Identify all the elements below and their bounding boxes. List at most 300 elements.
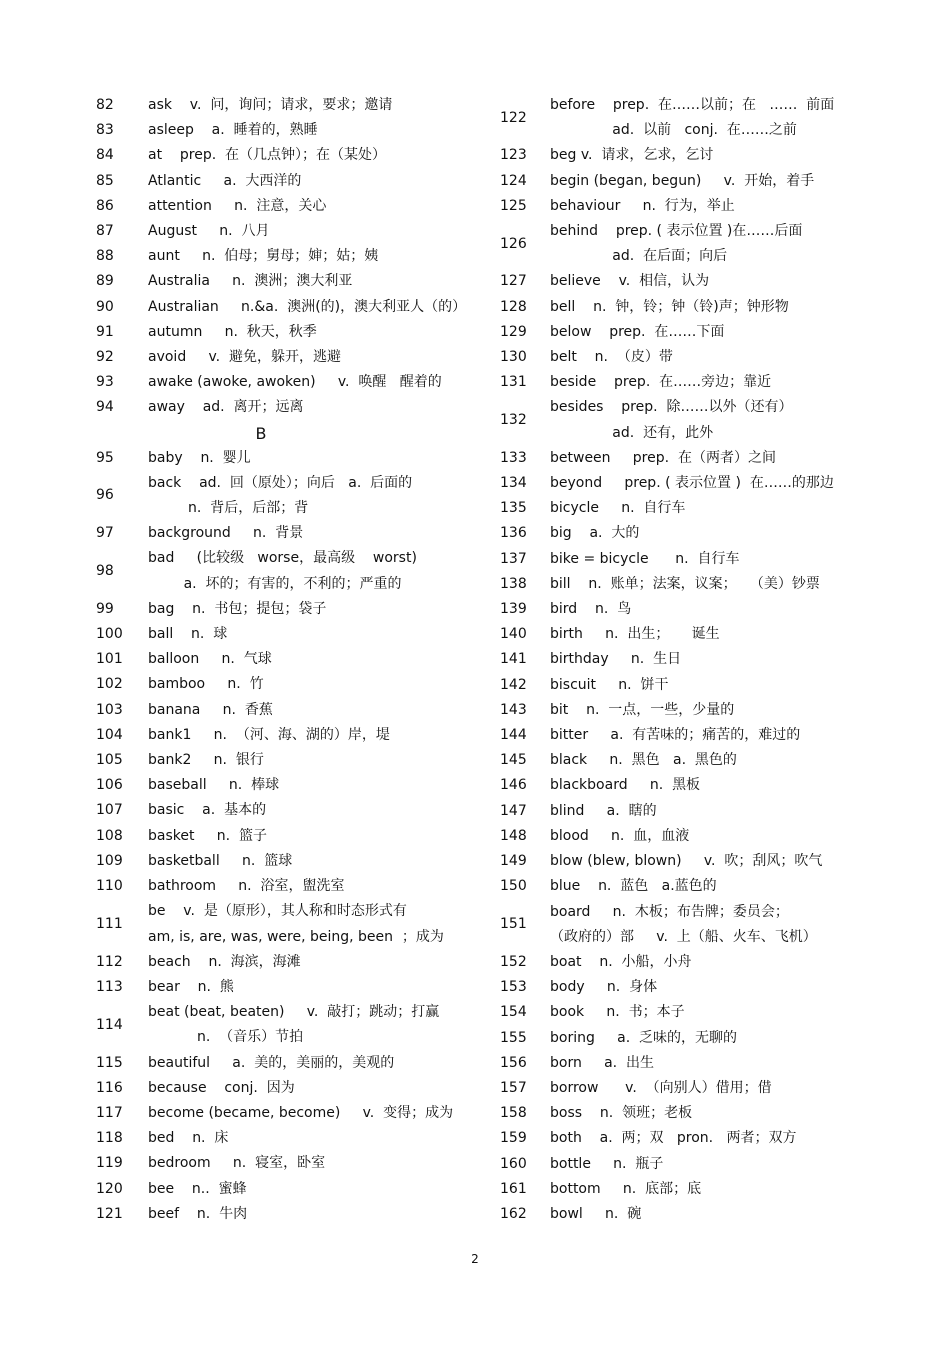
vocab-entry bbox=[96, 1202, 466, 1227]
definition-line: board n. 木板；布告牌；委员会； bbox=[550, 903, 789, 920]
definition-line: besides prep. 除……以外（还有） bbox=[550, 399, 793, 416]
vocab-entry bbox=[96, 521, 466, 546]
entry-number: 96 bbox=[96, 487, 114, 504]
entry-definition bbox=[550, 950, 880, 975]
entry-definition bbox=[550, 748, 880, 773]
definition-line: borrow v. （向别人）借用；借 bbox=[550, 1079, 772, 1096]
definition-line: be v. 是（原形），其人称和时态形式有 bbox=[148, 903, 407, 920]
definition-line: body n. 身体 bbox=[550, 979, 658, 996]
vocab-entry bbox=[500, 698, 880, 723]
vocab-entry bbox=[500, 521, 880, 546]
vocab-entry bbox=[500, 900, 880, 950]
entry-number: 86 bbox=[96, 197, 114, 214]
definition-line: ad. 还有，此外 bbox=[550, 424, 714, 441]
entry-definition bbox=[550, 698, 880, 723]
vocab-entry bbox=[96, 672, 466, 697]
definition-line: bitter a. 有苦味的；痛苦的，难过的 bbox=[550, 727, 801, 744]
vocab-entry bbox=[96, 1151, 466, 1176]
entry-definition bbox=[550, 295, 880, 320]
definition-line: behind prep. ( 表示位置 )在……后面 bbox=[550, 223, 803, 240]
entry-definition bbox=[148, 169, 466, 194]
entry-definition bbox=[550, 824, 880, 849]
vocab-entry bbox=[96, 143, 466, 168]
definition-line: bank2 n. 银行 bbox=[148, 752, 264, 769]
vocab-entry bbox=[96, 320, 466, 345]
entry-number: 153 bbox=[500, 979, 527, 996]
definition-line: bed n. 床 bbox=[148, 1130, 229, 1147]
definition-line: bell n. 钟，铃；钟（铃)声；钟形物 bbox=[550, 298, 789, 315]
entry-number: 119 bbox=[96, 1155, 123, 1172]
entry-definition bbox=[148, 1177, 466, 1202]
entry-number: 146 bbox=[500, 777, 527, 794]
vocab-entry bbox=[500, 975, 880, 1000]
entry-number: 107 bbox=[96, 802, 123, 819]
entry-number: 92 bbox=[96, 349, 114, 366]
definition-line: beyond prep. ( 表示位置 ) 在……的那边 bbox=[550, 475, 834, 492]
vocab-entry bbox=[96, 1126, 466, 1151]
entry-definition bbox=[148, 1151, 466, 1176]
entry-definition bbox=[148, 93, 466, 118]
entry-number: 114 bbox=[96, 1016, 123, 1033]
entry-definition bbox=[148, 345, 466, 370]
definition-line: back ad. 回（原处）；向后 a. 后面的 bbox=[148, 474, 413, 491]
entry-definition bbox=[148, 672, 466, 697]
vocab-entry bbox=[500, 1051, 880, 1076]
vocab-entry bbox=[500, 143, 880, 168]
vocab-entry bbox=[500, 673, 880, 698]
vocab-entry bbox=[500, 219, 880, 269]
definition-line: beg v. 请求，乞求，乞讨 bbox=[550, 147, 714, 164]
entry-number: 135 bbox=[500, 500, 527, 517]
entry-definition bbox=[550, 723, 880, 748]
definition-line: basketball n. 篮球 bbox=[148, 852, 293, 869]
entry-definition bbox=[148, 471, 466, 521]
definition-line: ad. 在后面；向后 bbox=[550, 248, 728, 265]
vocab-entry bbox=[96, 1051, 466, 1076]
vocab-entry bbox=[500, 395, 880, 445]
definition-line: beach n. 海滨，海滩 bbox=[148, 953, 301, 970]
vocab-entry bbox=[96, 849, 466, 874]
entry-definition bbox=[148, 622, 466, 647]
vocab-entry bbox=[96, 647, 466, 672]
vocab-entry bbox=[500, 824, 880, 849]
entry-definition bbox=[148, 748, 466, 773]
entry-definition bbox=[148, 1000, 466, 1050]
entry-number: 143 bbox=[500, 701, 527, 718]
entry-number: 139 bbox=[500, 601, 527, 618]
entry-number: 129 bbox=[500, 323, 527, 340]
definition-line: blow (blew, blown) v. 吹；刮风；吹气 bbox=[550, 853, 823, 870]
entry-number: 128 bbox=[500, 298, 527, 315]
entry-number: 90 bbox=[96, 298, 114, 315]
entry-number: 151 bbox=[500, 916, 527, 933]
vocab-entry bbox=[500, 345, 880, 370]
definition-line: n. （音乐）节拍 bbox=[148, 1029, 304, 1046]
definition-line: bit n. 一点，一些，少量的 bbox=[550, 701, 735, 718]
definition-line: awake (awoke, awoken) v. 唤醒 醒着的 bbox=[148, 374, 442, 391]
entry-definition bbox=[550, 773, 880, 798]
definition-line: before prep. 在……以前；在 …… 前面 bbox=[550, 97, 835, 113]
entry-number: 89 bbox=[96, 273, 114, 290]
definition-line: bee n.. 蜜蜂 bbox=[148, 1180, 247, 1197]
entry-definition bbox=[550, 269, 880, 294]
definition-line: between prep. 在（两者）之间 bbox=[550, 449, 776, 466]
entry-definition bbox=[550, 673, 880, 698]
definition-line: birthday n. 生日 bbox=[550, 651, 682, 668]
entry-definition bbox=[148, 269, 466, 294]
entry-number: 149 bbox=[500, 853, 527, 870]
entry-number: 93 bbox=[96, 374, 114, 391]
entry-number: 127 bbox=[500, 273, 527, 290]
vocab-entry bbox=[500, 1026, 880, 1051]
entry-number: 156 bbox=[500, 1054, 527, 1071]
definition-line: n. 背后，后部；背 bbox=[148, 500, 309, 517]
definition-line: beside prep. 在……旁边；靠近 bbox=[550, 374, 772, 391]
entry-definition bbox=[550, 1202, 880, 1227]
entry-definition bbox=[148, 597, 466, 622]
entry-definition bbox=[550, 1126, 880, 1151]
vocab-entry bbox=[500, 295, 880, 320]
entry-number: 132 bbox=[500, 412, 527, 429]
entry-definition bbox=[550, 1051, 880, 1076]
vocab-entry bbox=[96, 723, 466, 748]
definition-line: boring a. 乏味的，无聊的 bbox=[550, 1029, 738, 1046]
definition-line: born a. 出生 bbox=[550, 1054, 655, 1071]
vocab-entry bbox=[500, 169, 880, 194]
definition-line: bill n. 账单；法案，议案； （美）钞票 bbox=[550, 575, 820, 592]
definition-line: Australian n.&a. 澳洲(的)，澳大利亚人（的） bbox=[148, 298, 467, 315]
vocab-entry bbox=[96, 219, 466, 244]
entry-number: 145 bbox=[500, 752, 527, 769]
entry-definition bbox=[148, 899, 466, 949]
definition-line: blind a. 瞎的 bbox=[550, 802, 657, 819]
entry-number: 141 bbox=[500, 651, 527, 668]
definition-line: basket n. 篮子 bbox=[148, 827, 267, 844]
entry-definition bbox=[550, 1000, 880, 1025]
definition-line: bedroom n. 寝室，卧室 bbox=[148, 1155, 326, 1172]
vocab-entry bbox=[96, 1076, 466, 1101]
entry-definition bbox=[550, 169, 880, 194]
entry-definition bbox=[148, 118, 466, 143]
definition-line: bad (比较级 worse，最高级 worst) bbox=[148, 550, 417, 567]
definition-line: ball n. 球 bbox=[148, 626, 228, 643]
definition-line: at prep. 在（几点钟）；在（某处） bbox=[148, 147, 387, 164]
entry-definition bbox=[550, 647, 880, 672]
entry-number: 122 bbox=[500, 109, 527, 126]
entry-definition bbox=[148, 546, 466, 596]
vocab-entry bbox=[500, 773, 880, 798]
vocab-entry bbox=[96, 471, 466, 521]
entry-number: 137 bbox=[500, 550, 527, 567]
entry-number: 150 bbox=[500, 878, 527, 895]
entry-number: 111 bbox=[96, 915, 123, 932]
entry-number: 105 bbox=[96, 752, 123, 769]
entry-definition bbox=[148, 521, 466, 546]
vocab-entry bbox=[96, 1000, 466, 1050]
entry-definition bbox=[148, 194, 466, 219]
entry-definition bbox=[148, 975, 466, 1000]
definition-line: bag n. 书包；提包；袋子 bbox=[148, 600, 327, 617]
vocab-entry bbox=[500, 1126, 880, 1151]
definition-line: background n. 背景 bbox=[148, 525, 304, 542]
vocab-entry bbox=[96, 194, 466, 219]
vocab-entry bbox=[500, 1101, 880, 1126]
entry-number: 134 bbox=[500, 475, 527, 492]
vocab-entry bbox=[96, 546, 466, 596]
vocab-entry bbox=[96, 446, 466, 471]
entry-number: 155 bbox=[500, 1029, 527, 1046]
definition-line: below prep. 在……下面 bbox=[550, 323, 725, 340]
entry-number: 97 bbox=[96, 525, 114, 542]
definition-line: bottle n. 瓶子 bbox=[550, 1155, 664, 1172]
entry-number: 138 bbox=[500, 575, 527, 592]
entry-number: 157 bbox=[500, 1079, 527, 1096]
vocab-entry bbox=[96, 169, 466, 194]
entry-definition bbox=[148, 1202, 466, 1227]
definition-line: bird n. 鸟 bbox=[550, 601, 632, 618]
vocab-entry bbox=[500, 950, 880, 975]
entry-number: 142 bbox=[500, 676, 527, 693]
entry-definition bbox=[550, 799, 880, 824]
definition-line: ad. 以前 conj. 在……之前 bbox=[550, 122, 797, 139]
entry-number: 116 bbox=[96, 1079, 123, 1096]
definition-line: blood n. 血，血液 bbox=[550, 827, 690, 844]
entry-number: 84 bbox=[96, 147, 114, 164]
entry-number: 117 bbox=[96, 1104, 123, 1121]
definition-line: bear n. 熊 bbox=[148, 978, 234, 995]
definition-line: boss n. 领班；老板 bbox=[550, 1105, 693, 1122]
vocab-entry bbox=[96, 269, 466, 294]
vocab-entry bbox=[500, 874, 880, 899]
definition-line: bike = bicycle n. 自行车 bbox=[550, 550, 740, 567]
entry-definition bbox=[148, 647, 466, 672]
entry-number: 160 bbox=[500, 1155, 527, 1172]
definition-line: both a. 两；双 pron. 两者；双方 bbox=[550, 1130, 797, 1147]
definition-line: baseball n. 棒球 bbox=[148, 777, 280, 794]
section-letter: B bbox=[255, 423, 267, 443]
entry-number: 108 bbox=[96, 827, 123, 844]
definition-line: am, is, are, was, were, being, been ；成为 bbox=[148, 928, 444, 945]
vocab-entry bbox=[500, 849, 880, 874]
vocab-entry bbox=[500, 471, 880, 496]
vocab-entry bbox=[500, 1152, 880, 1177]
entry-definition bbox=[550, 1177, 880, 1202]
entry-definition bbox=[148, 950, 466, 975]
entry-number: 126 bbox=[500, 235, 527, 252]
entry-definition bbox=[148, 824, 466, 849]
definition-line: August n. 八月 bbox=[148, 223, 270, 240]
vocab-entry bbox=[96, 244, 466, 269]
definition-line: beef n. 牛肉 bbox=[148, 1205, 248, 1222]
vocab-entry bbox=[500, 547, 880, 572]
definition-line: belt n. （皮）带 bbox=[550, 349, 673, 366]
entry-definition bbox=[550, 597, 880, 622]
entry-definition bbox=[550, 370, 880, 395]
definition-line: Australia n. 澳洲；澳大利亚 bbox=[148, 273, 353, 290]
entry-definition bbox=[148, 698, 466, 723]
entry-definition bbox=[550, 1076, 880, 1101]
definition-line: bottom n. 底部；底 bbox=[550, 1180, 702, 1197]
entry-number: 154 bbox=[500, 1004, 527, 1021]
entry-definition bbox=[148, 1101, 466, 1126]
definition-line: asleep a. 睡着的，熟睡 bbox=[148, 122, 318, 139]
entry-number: 147 bbox=[500, 802, 527, 819]
entry-number: 152 bbox=[500, 953, 527, 970]
vocab-entry bbox=[500, 269, 880, 294]
entry-definition bbox=[550, 219, 880, 269]
entry-number: 88 bbox=[96, 248, 114, 265]
vocab-entry bbox=[96, 118, 466, 143]
vocab-entry bbox=[500, 1202, 880, 1227]
vocab-entry bbox=[96, 395, 466, 420]
definition-line: banana n. 香蕉 bbox=[148, 701, 273, 718]
left-column bbox=[96, 93, 466, 1227]
entry-definition bbox=[550, 1152, 880, 1177]
entry-definition bbox=[550, 93, 880, 143]
vocab-entry bbox=[500, 370, 880, 395]
definition-line: blue n. 蓝色 a.蓝色的 bbox=[550, 878, 717, 895]
entry-definition bbox=[148, 219, 466, 244]
entry-number: 124 bbox=[500, 172, 527, 189]
vocab-entry bbox=[96, 975, 466, 1000]
entry-definition bbox=[550, 496, 880, 521]
entry-definition bbox=[550, 622, 880, 647]
entry-definition bbox=[148, 244, 466, 269]
definition-line: attention n. 注意，关心 bbox=[148, 197, 327, 214]
entry-number: 103 bbox=[96, 701, 123, 718]
definition-line: birth n. 出生； 诞生 bbox=[550, 626, 720, 643]
entry-definition bbox=[550, 320, 880, 345]
entry-number: 98 bbox=[96, 563, 114, 580]
definition-line: bathroom n. 浴室，盥洗室 bbox=[148, 878, 345, 895]
entry-number: 85 bbox=[96, 172, 114, 189]
entry-definition bbox=[550, 874, 880, 899]
entry-definition bbox=[550, 547, 880, 572]
page-number: 2 bbox=[471, 1252, 479, 1266]
entry-number: 123 bbox=[500, 147, 527, 164]
vocab-entry bbox=[500, 496, 880, 521]
vocab-entry bbox=[96, 622, 466, 647]
definition-line: big a. 大的 bbox=[550, 525, 640, 542]
vocab-entry bbox=[96, 345, 466, 370]
definition-line: bowl n. 碗 bbox=[550, 1205, 642, 1222]
definition-line: bicycle n. 自行车 bbox=[550, 500, 686, 517]
entry-number: 87 bbox=[96, 223, 114, 240]
entry-definition bbox=[148, 874, 466, 899]
vocab-entry bbox=[96, 1177, 466, 1202]
entry-number: 162 bbox=[500, 1205, 527, 1222]
entry-number: 95 bbox=[96, 449, 114, 466]
entry-definition bbox=[148, 1126, 466, 1151]
definition-line: bank1 n. （河、海、湖的）岸，堤 bbox=[148, 726, 390, 743]
entry-number: 125 bbox=[500, 197, 527, 214]
vocab-entry bbox=[96, 950, 466, 975]
definition-line: autumn n. 秋天，秋季 bbox=[148, 323, 317, 340]
definition-line: beautiful a. 美的，美丽的，美观的 bbox=[148, 1054, 395, 1071]
vocab-entry bbox=[500, 1177, 880, 1202]
vocab-entry bbox=[96, 773, 466, 798]
entry-definition bbox=[148, 773, 466, 798]
definition-line: baby n. 婴儿 bbox=[148, 449, 251, 466]
entry-number: 158 bbox=[500, 1105, 527, 1122]
vocab-entry bbox=[96, 597, 466, 622]
definition-line: （政府的）部 v. 上（船、火车、飞机） bbox=[550, 928, 817, 945]
vocab-entry bbox=[96, 93, 466, 118]
entry-definition bbox=[148, 370, 466, 395]
entry-definition bbox=[148, 849, 466, 874]
entry-definition bbox=[550, 572, 880, 597]
entry-definition bbox=[148, 1051, 466, 1076]
definition-line: book n. 书；本子 bbox=[550, 1004, 685, 1021]
definition-line: a. 坏的；有害的，不利的；严重的 bbox=[148, 575, 402, 592]
vocab-entry bbox=[96, 370, 466, 395]
vocab-entry bbox=[500, 622, 880, 647]
entry-definition bbox=[550, 521, 880, 546]
entry-definition bbox=[148, 320, 466, 345]
vocab-entry bbox=[96, 295, 466, 320]
entry-number: 159 bbox=[500, 1130, 527, 1147]
entry-definition bbox=[148, 723, 466, 748]
entry-number: 102 bbox=[96, 676, 123, 693]
vocab-entry bbox=[500, 572, 880, 597]
definition-line: aunt n. 伯母；舅母；婶；姑；姨 bbox=[148, 248, 379, 265]
entry-definition bbox=[148, 295, 466, 320]
entry-number: 121 bbox=[96, 1205, 123, 1222]
entry-number: 110 bbox=[96, 878, 123, 895]
vocab-entry bbox=[500, 1076, 880, 1101]
vocab-entry bbox=[96, 748, 466, 773]
definition-line: believe v. 相信，认为 bbox=[550, 273, 710, 290]
vocab-entry bbox=[500, 194, 880, 219]
entry-number: 140 bbox=[500, 626, 527, 643]
vocab-entry bbox=[96, 698, 466, 723]
entry-number: 109 bbox=[96, 852, 123, 869]
definition-line: away ad. 离开；远离 bbox=[148, 399, 304, 416]
definition-line: ask v. 问，询问；请求，要求；邀请 bbox=[148, 97, 393, 113]
entry-definition bbox=[550, 143, 880, 168]
entry-number: 133 bbox=[500, 449, 527, 466]
entry-definition bbox=[550, 1101, 880, 1126]
vocab-entry bbox=[500, 320, 880, 345]
definition-line: Atlantic a. 大西洋的 bbox=[148, 172, 302, 189]
entry-number: 113 bbox=[96, 978, 123, 995]
entry-number: 94 bbox=[96, 399, 114, 416]
vocab-entry bbox=[96, 1101, 466, 1126]
entry-number: 130 bbox=[500, 349, 527, 366]
entry-definition bbox=[550, 395, 880, 445]
entry-definition bbox=[550, 345, 880, 370]
entry-definition bbox=[550, 446, 880, 471]
vocab-entry bbox=[96, 874, 466, 899]
entry-number: 120 bbox=[96, 1180, 123, 1197]
vocab-entry bbox=[500, 1000, 880, 1025]
entry-definition bbox=[148, 395, 466, 420]
entry-definition bbox=[550, 975, 880, 1000]
entry-number: 83 bbox=[96, 122, 114, 139]
entry-number: 144 bbox=[500, 727, 527, 744]
vocab-entry bbox=[500, 446, 880, 471]
entry-number: 148 bbox=[500, 827, 527, 844]
definition-line: become (became, become) v. 变得；成为 bbox=[148, 1104, 454, 1121]
definition-line: bamboo n. 竹 bbox=[148, 676, 264, 693]
vocab-entry bbox=[500, 748, 880, 773]
entry-definition bbox=[550, 1026, 880, 1051]
entry-number: 101 bbox=[96, 651, 123, 668]
right-column bbox=[500, 93, 880, 1227]
vocab-entry bbox=[500, 723, 880, 748]
entry-number: 131 bbox=[500, 374, 527, 391]
entry-number: 118 bbox=[96, 1130, 123, 1147]
